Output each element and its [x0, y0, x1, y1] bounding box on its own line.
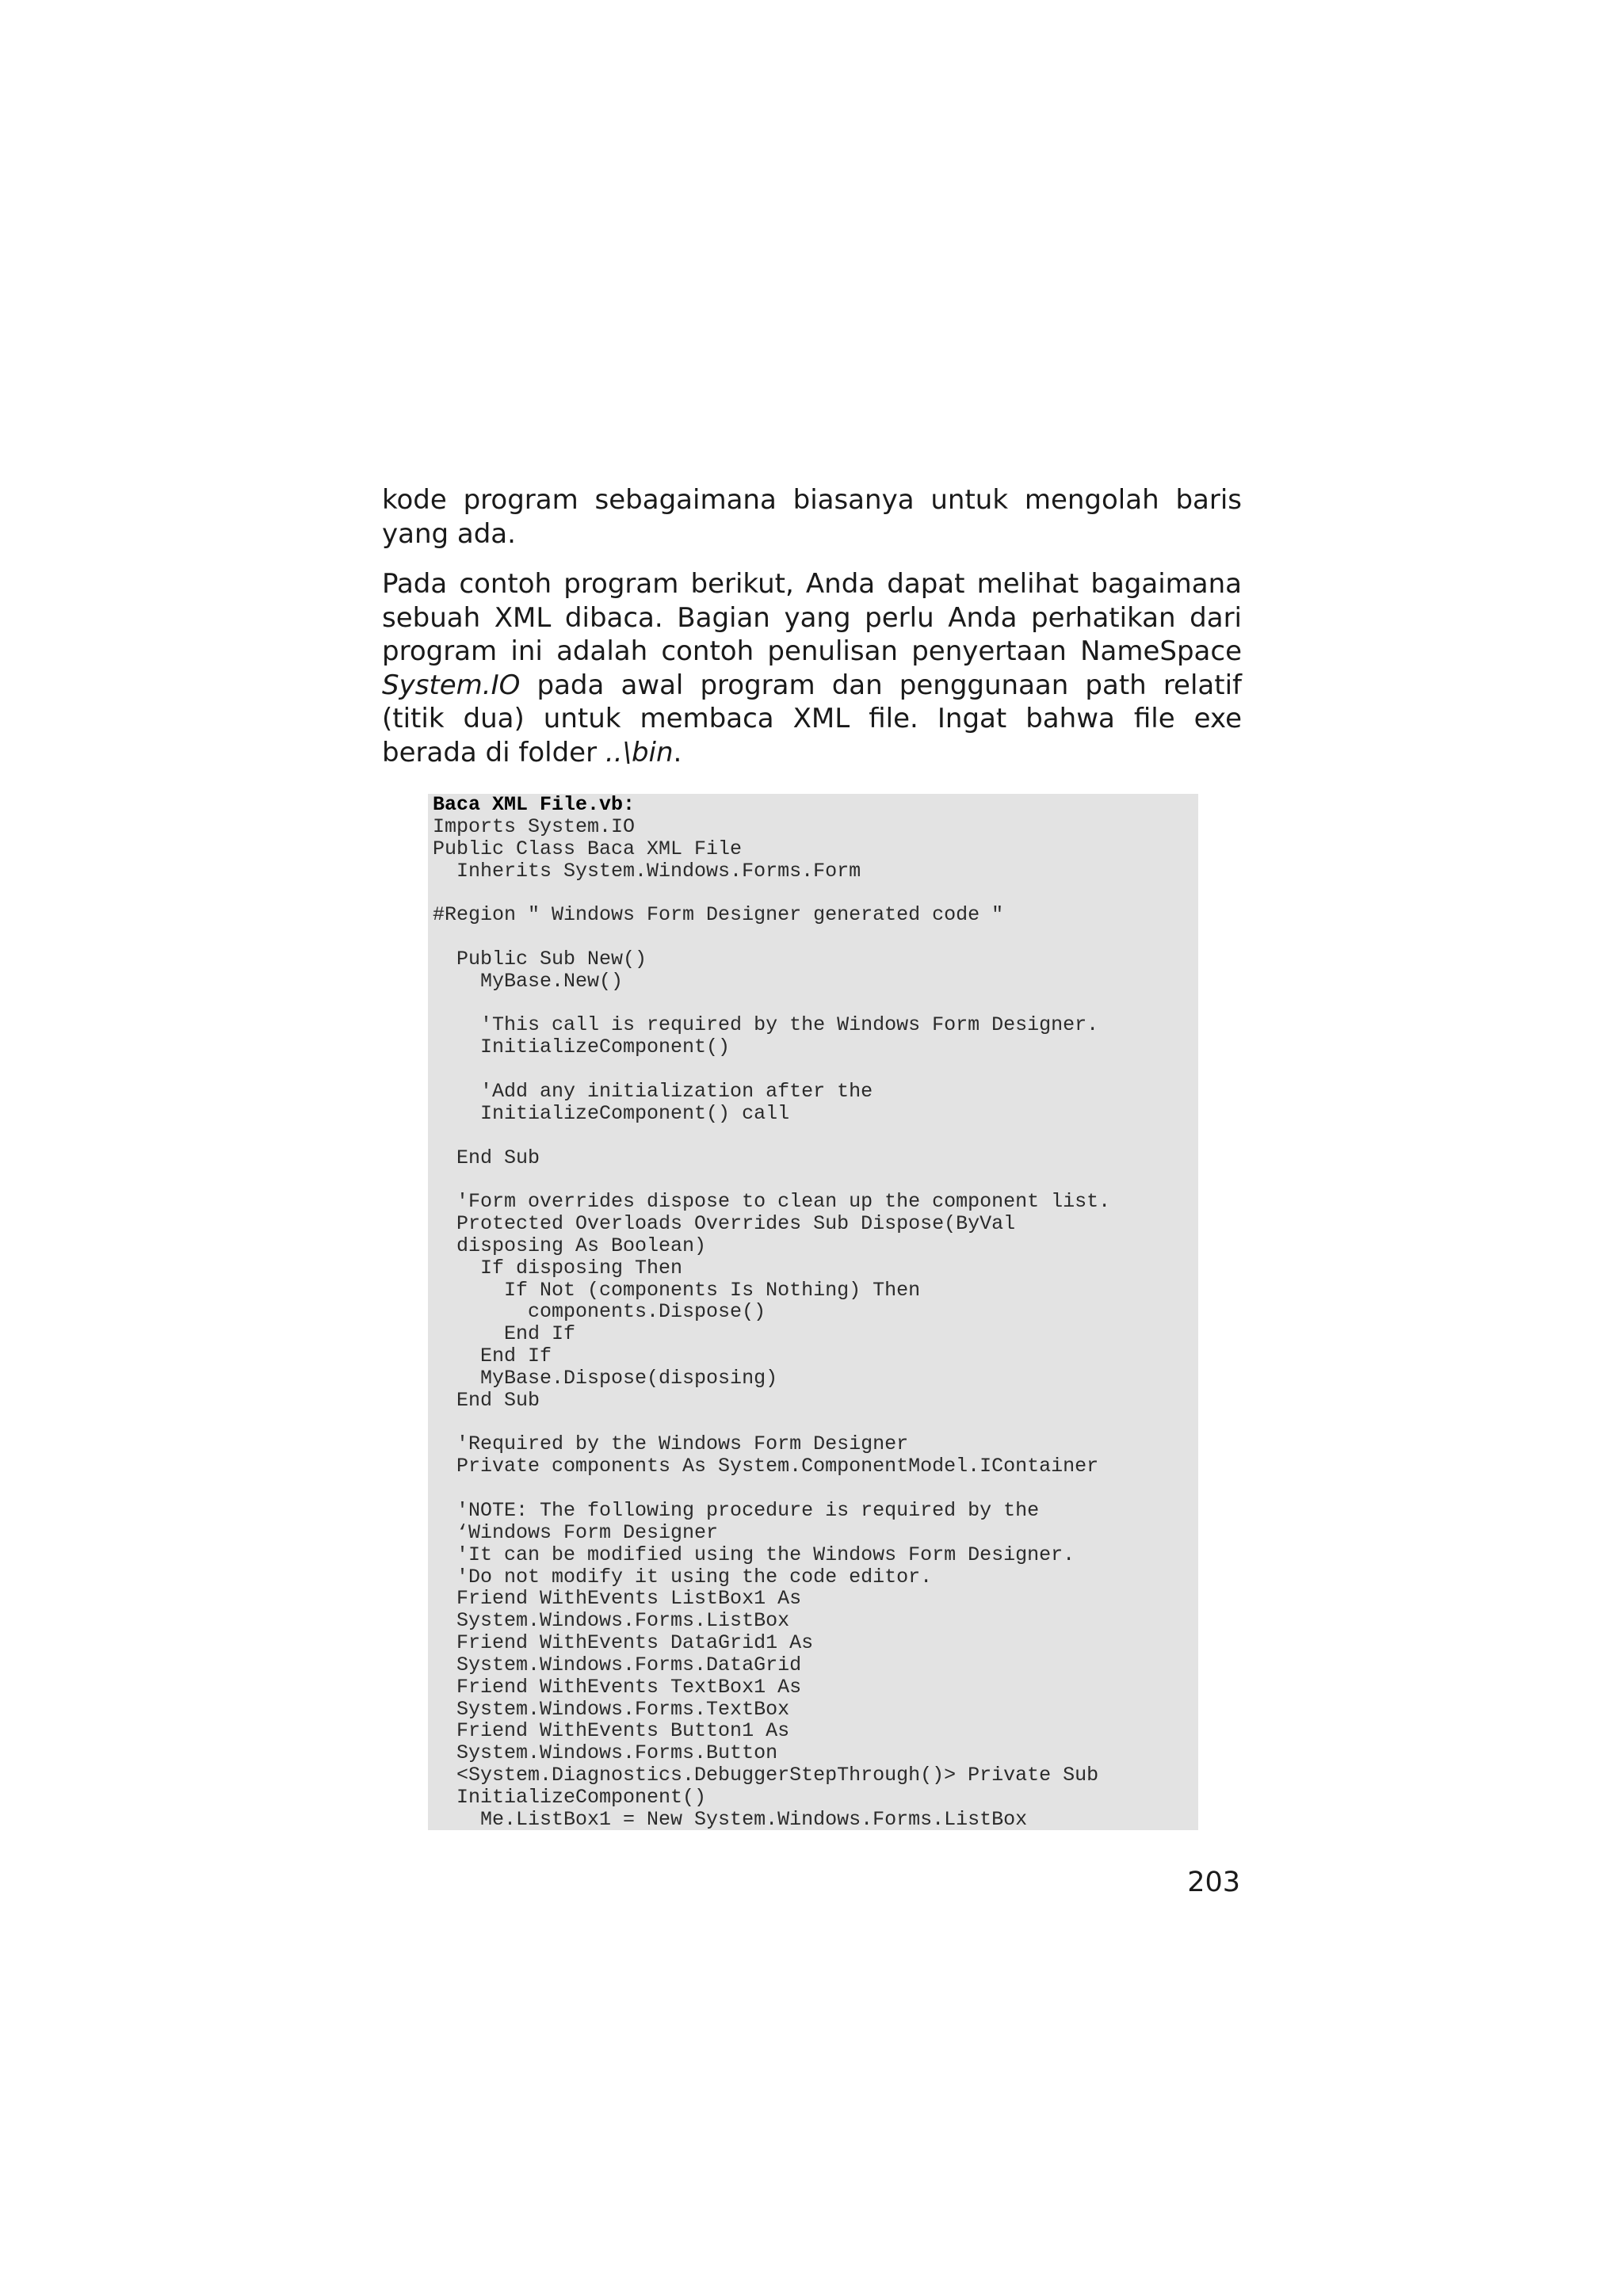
code-line: InitializeComponent()	[433, 1035, 731, 1059]
code-line: Protected Overloads Overrides Sub Dispose(ByVal	[433, 1212, 1016, 1236]
code-line: Inherits System.Windows.Forms.Form	[433, 859, 861, 883]
code-line: 'Form overrides dispose to clean up the component list.	[433, 1190, 1111, 1214]
code-line	[433, 1058, 1193, 1081]
code-listing-title: Baca XML File.vb:	[433, 794, 636, 816]
code-line	[433, 1412, 1193, 1434]
code-line: 'Add any initialization after the	[433, 1079, 873, 1103]
code-line: End If	[433, 1322, 576, 1346]
code-listing	[428, 794, 1198, 1830]
code-line	[433, 882, 1193, 904]
code-line: 'It can be modified using the Windows Form Designer.	[433, 1543, 1075, 1566]
code-line: Private components As System.ComponentModel.IContainer	[433, 1455, 1099, 1478]
code-line: System.Windows.Forms.DataGrid	[433, 1653, 802, 1676]
paragraph-description-end: .	[673, 736, 682, 769]
code-line	[433, 1169, 1193, 1191]
code-line: Public Sub New()	[433, 947, 647, 971]
code-line: 'This call is required by the Windows Form Designer.	[433, 1013, 1099, 1037]
code-line: disposing As Boolean)	[433, 1234, 707, 1257]
page-number: 203	[1187, 1867, 1240, 1898]
paragraph-description-text-2: pada awal program dan penggunaan path relatif (titik dua) untuk membaca XML file. Ingat bahwa file exe berada di folder	[382, 669, 1242, 769]
code-line: Friend WithEvents Button1 As	[433, 1719, 790, 1743]
code-line: If Not (components Is Nothing) Then	[433, 1278, 921, 1302]
code-line: End Sub	[433, 1146, 540, 1169]
code-line: <System.Diagnostics.DebuggerStepThrough()> Private Sub	[433, 1764, 1099, 1787]
code-line: Friend WithEvents DataGrid1 As	[433, 1631, 814, 1655]
code-line: Public Class Baca XML File	[433, 837, 743, 860]
code-line: InitializeComponent()	[433, 1785, 707, 1809]
code-line: Friend WithEvents ListBox1 As	[433, 1587, 802, 1611]
code-line: End If	[433, 1344, 552, 1368]
code-line	[433, 1125, 1193, 1147]
code-line: Friend WithEvents TextBox1 As	[433, 1675, 802, 1699]
folder-path-term: ..\bin	[605, 736, 674, 769]
code-line	[433, 1478, 1193, 1500]
code-line: MyBase.New()	[433, 969, 624, 993]
code-line: System.Windows.Forms.ListBox	[433, 1609, 790, 1633]
paragraph-intro-text: kode program sebagaimana biasanya untuk mengolah baris yang ada.	[382, 484, 1242, 550]
namespace-term: System.IO	[382, 669, 521, 701]
paragraph-description	[382, 567, 1242, 769]
code-line	[433, 926, 1193, 948]
code-line: components.Dispose()	[433, 1300, 766, 1324]
code-line: System.Windows.Forms.Button	[433, 1741, 778, 1765]
code-line: If disposing Then	[433, 1256, 683, 1280]
code-line: MyBase.Dispose(disposing)	[433, 1366, 778, 1390]
code-line: 'Do not modify it using the code editor.	[433, 1565, 933, 1589]
code-line: End Sub	[433, 1388, 540, 1412]
code-line	[433, 993, 1193, 1015]
code-line: Me.ListBox1 = New System.Windows.Forms.ListBox	[433, 1807, 1028, 1830]
code-line: 'NOTE: The following procedure is required by the	[433, 1499, 1040, 1522]
code-lines	[433, 816, 1193, 1830]
code-line: System.Windows.Forms.TextBox	[433, 1697, 790, 1721]
code-line: 'Required by the Windows Form Designer	[433, 1432, 909, 1456]
paragraph-intro	[382, 483, 1242, 551]
code-line: #Region " Windows Form Designer generated code "	[433, 903, 1004, 927]
body-text	[382, 483, 1242, 786]
paragraph-description-text-1: Pada contoh program berikut, Anda dapat melihat bagaimana sebuah XML dibaca. Bagian yang perlu Anda perhatikan dari program ini adalah contoh penulisan penyertaan NameSpace	[382, 568, 1242, 667]
code-line: Imports System.IO	[433, 814, 636, 838]
code-line: ‘Windows Form Designer	[433, 1520, 719, 1544]
code-line: InitializeComponent() call	[433, 1101, 790, 1125]
